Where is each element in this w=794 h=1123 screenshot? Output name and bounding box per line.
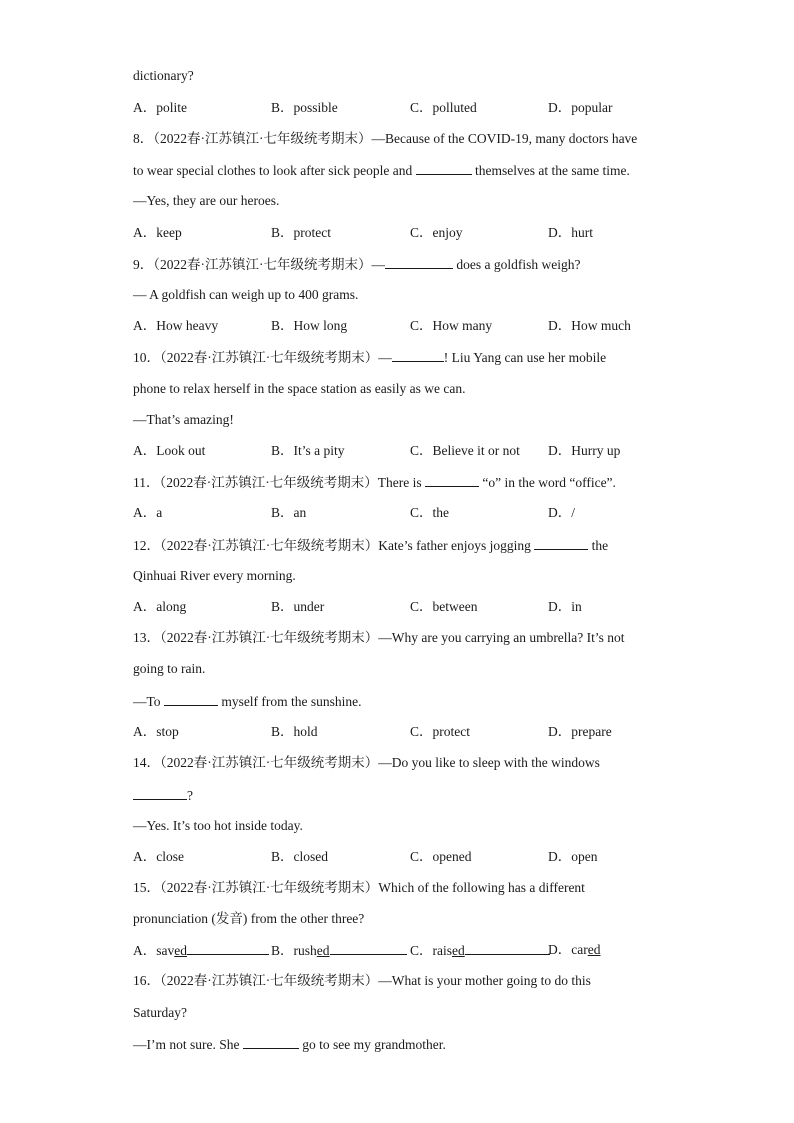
q14-option-d[interactable]: D．open bbox=[548, 849, 598, 864]
answer-blank bbox=[392, 348, 444, 362]
q9-option-a[interactable]: A．How heavy bbox=[133, 318, 219, 333]
q10-option-b[interactable]: B．It’s a pity bbox=[271, 443, 345, 458]
q15-option-a[interactable]: A．saved bbox=[133, 941, 269, 960]
answer-blank bbox=[243, 1035, 299, 1049]
q14-options bbox=[133, 848, 693, 866]
q15-source: 15．（2022春·江苏镇江·七年级统考期末） bbox=[133, 880, 379, 895]
q12-options bbox=[133, 598, 693, 616]
q12-option-c[interactable]: C．between bbox=[410, 599, 478, 614]
q12-stem-line1: 12．（2022春·江苏镇江·七年级统考期末）Kate’s father enjoys jogging the bbox=[133, 538, 609, 553]
q8-stem-line2: to wear special clothes to look after sick people and themselves at the same time. bbox=[133, 163, 630, 178]
q10-option-d[interactable]: D．Hurry up bbox=[548, 443, 621, 458]
q7-option-c[interactable]: C．polluted bbox=[410, 100, 477, 115]
q15-option-d[interactable]: D．cared bbox=[548, 942, 601, 957]
q10-stem-line1: 10．（2022春·江苏镇江·七年级统考期末）— ! Liu Yang can use her mobile bbox=[133, 350, 607, 365]
q9-option-d[interactable]: D．How much bbox=[548, 318, 631, 333]
q11-stem-line1: 11．（2022春·江苏镇江·七年级统考期末）There is “o” in the word “office”. bbox=[133, 475, 616, 490]
q14-stem-line1: 14．（2022春·江苏镇江·七年级统考期末）—Do you like to sleep with the windows bbox=[133, 755, 600, 770]
q11-option-d[interactable]: D．/ bbox=[548, 505, 575, 520]
q9-stem-line2: — A goldfish can weigh up to 400 grams. bbox=[133, 287, 359, 302]
q7-options bbox=[133, 99, 693, 117]
q14-stem-line2: ? bbox=[133, 786, 193, 805]
underline-fill bbox=[330, 941, 407, 955]
q15-stem-line1: 15．（2022春·江苏镇江·七年级统考期末）Which of the following has a different bbox=[133, 880, 585, 895]
q8-option-c[interactable]: C．enjoy bbox=[410, 225, 463, 240]
q13-option-b[interactable]: B．hold bbox=[271, 724, 318, 739]
q12-option-b[interactable]: B．under bbox=[271, 599, 325, 614]
q13-option-c[interactable]: C．protect bbox=[410, 724, 470, 739]
q8-option-d[interactable]: D．hurt bbox=[548, 225, 593, 240]
q13-source: 13．（2022春·江苏镇江·七年级统考期末） bbox=[133, 630, 379, 645]
q9-source: 9．（2022春·江苏镇江·七年级统考期末） bbox=[133, 257, 372, 272]
q16-stem-line3: —I’m not sure. She go to see my grandmother. bbox=[133, 1037, 446, 1052]
q8-options bbox=[133, 224, 693, 242]
q14-option-b[interactable]: B．closed bbox=[271, 849, 328, 864]
q16-stem-line2: Saturday? bbox=[133, 1005, 187, 1020]
q14-option-a[interactable]: A．close bbox=[133, 849, 184, 864]
q13-stem-line2: going to rain. bbox=[133, 661, 206, 676]
q9-option-c[interactable]: C．How many bbox=[410, 318, 493, 333]
q13-options bbox=[133, 723, 693, 741]
q9-stem-line1: 9．（2022春·江苏镇江·七年级统考期末）— does a goldfish weigh? bbox=[133, 257, 581, 272]
q15-option-b[interactable]: B．rushed bbox=[271, 941, 407, 960]
q10-option-c[interactable]: C．Believe it or not bbox=[410, 443, 520, 458]
q7-option-a[interactable]: A．polite bbox=[133, 100, 187, 115]
q8-option-a[interactable]: A．keep bbox=[133, 225, 182, 240]
answer-blank bbox=[534, 536, 588, 550]
q15-option-c[interactable]: C．raised bbox=[410, 941, 550, 960]
q8-stem-line1: 8．（2022春·江苏镇江·七年级统考期末）—Because of the COVID-19, many doctors have bbox=[133, 131, 638, 146]
q8-option-b[interactable]: B．protect bbox=[271, 225, 331, 240]
q11-option-b[interactable]: B．an bbox=[271, 505, 307, 520]
answer-blank bbox=[425, 473, 479, 487]
q16-source: 16．（2022春·江苏镇江·七年级统考期末） bbox=[133, 973, 379, 988]
q16-stem-line1: 16．（2022春·江苏镇江·七年级统考期末）—What is your mother going to do this bbox=[133, 973, 591, 988]
underline-fill bbox=[187, 941, 269, 955]
q10-source: 10．（2022春·江苏镇江·七年级统考期末） bbox=[133, 350, 379, 365]
answer-blank bbox=[164, 692, 218, 706]
q7-option-d[interactable]: D．popular bbox=[548, 100, 613, 115]
q7-option-b[interactable]: B．possible bbox=[271, 100, 338, 115]
q10-option-a[interactable]: A．Look out bbox=[133, 443, 206, 458]
q11-option-c[interactable]: C．the bbox=[410, 505, 449, 520]
q13-stem-line1: 13．（2022春·江苏镇江·七年级统考期末）—Why are you carrying an umbrella? It’s not bbox=[133, 630, 625, 645]
q11-option-a[interactable]: A．a bbox=[133, 505, 163, 520]
q13-stem-line3: —To myself from the sunshine. bbox=[133, 694, 362, 709]
answer-blank bbox=[416, 161, 472, 175]
q8-source: 8．（2022春·江苏镇江·七年级统考期末） bbox=[133, 131, 372, 146]
q11-source: 11．（2022春·江苏镇江·七年级统考期末） bbox=[133, 475, 378, 490]
q8-stem-line3: —Yes, they are our heroes. bbox=[133, 193, 280, 208]
q12-option-d[interactable]: D．in bbox=[548, 599, 582, 614]
q10-options bbox=[133, 442, 693, 460]
q10-stem-line3: —That’s amazing! bbox=[133, 412, 234, 427]
q13-option-a[interactable]: A．stop bbox=[133, 724, 179, 739]
q12-option-a[interactable]: A．along bbox=[133, 599, 187, 614]
q15-stem-line2: pronunciation (发音) from the other three? bbox=[133, 911, 365, 926]
q13-option-d[interactable]: D．prepare bbox=[548, 724, 612, 739]
q15-options bbox=[133, 941, 693, 959]
q9-option-b[interactable]: B．How long bbox=[271, 318, 348, 333]
q7-continuation: dictionary? bbox=[133, 68, 194, 83]
answer-blank bbox=[385, 255, 453, 269]
q11-options bbox=[133, 504, 693, 522]
q10-stem-line2: phone to relax herself in the space station as easily as we can. bbox=[133, 381, 466, 396]
q14-stem-line3: —Yes. It’s too hot inside today. bbox=[133, 818, 303, 833]
q12-stem-line2: Qinhuai River every morning. bbox=[133, 568, 296, 583]
q9-options bbox=[133, 317, 693, 335]
underline-fill bbox=[465, 941, 550, 955]
q12-source: 12．（2022春·江苏镇江·七年级统考期末） bbox=[133, 538, 379, 553]
q14-option-c[interactable]: C．opened bbox=[410, 849, 472, 864]
answer-blank bbox=[133, 786, 187, 800]
q14-source: 14．（2022春·江苏镇江·七年级统考期末） bbox=[133, 755, 379, 770]
